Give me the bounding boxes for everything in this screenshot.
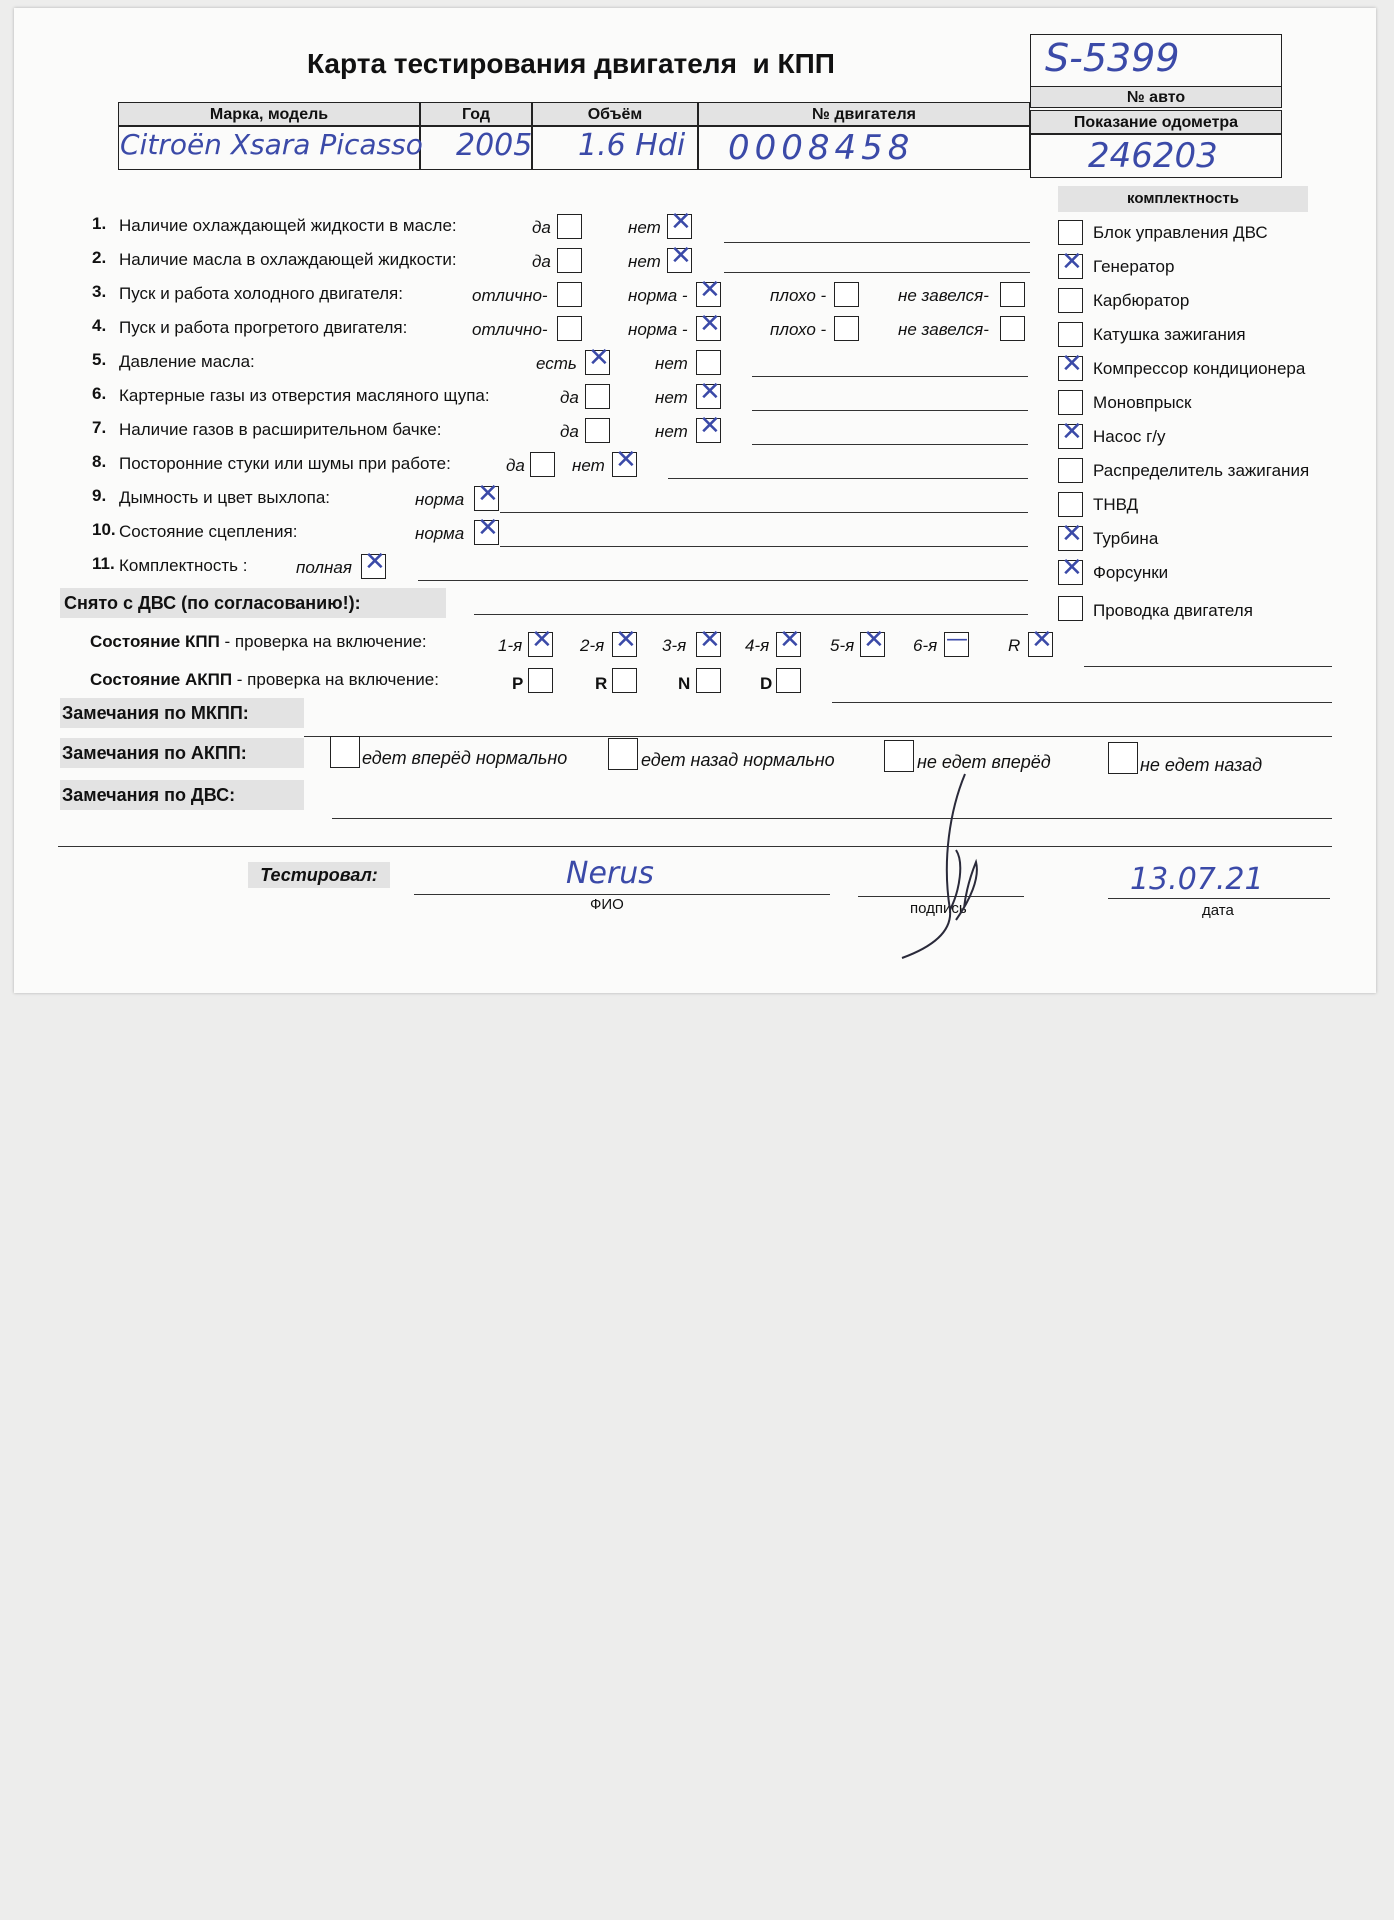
kpp-label-bold: Состояние КПП <box>90 632 220 651</box>
comp-checkbox-5[interactable] <box>1058 349 1083 381</box>
opt-no-label: нет <box>628 218 661 237</box>
page-title: Карта тестирования двигателя и КПП <box>307 48 835 79</box>
check-mark-icon: ✕ <box>1061 417 1083 447</box>
check-text-3: Пуск и работа холодного двигателя: <box>119 284 403 303</box>
opt-no-label: нет <box>572 456 605 475</box>
comp-label-10: Турбина <box>1093 529 1159 548</box>
row5-present-checkbox[interactable] <box>585 343 610 375</box>
row3-excellent-checkbox[interactable] <box>557 282 582 307</box>
year-label: Год <box>420 102 532 126</box>
make-label: Марка, модель <box>118 102 420 126</box>
check-mark-icon: ✕ <box>477 479 499 509</box>
gear-label-4: 4-я <box>745 636 770 655</box>
row7-yes-checkbox[interactable] <box>585 418 610 443</box>
comp-checkbox-12[interactable] <box>1058 596 1083 621</box>
opt-nostart-label: не завелся- <box>898 286 989 305</box>
row2-note-line <box>724 272 1030 273</box>
comp-checkbox-10[interactable] <box>1058 519 1083 551</box>
check-mark-icon: ✕ <box>1061 247 1083 277</box>
date-line <box>1108 898 1330 899</box>
row2-yes-checkbox[interactable] <box>557 248 582 273</box>
check-text-11: Комплектность : <box>119 556 248 575</box>
gear-label-5: 5-я <box>830 636 855 655</box>
gear-label-3: 3-я <box>662 636 687 655</box>
opt-no-label: нет <box>655 354 688 373</box>
check-text-4: Пуск и работа прогретого двигателя: <box>119 318 408 337</box>
gear-label-2: 2-я <box>580 636 605 655</box>
check-mark-icon: ✕ <box>477 513 499 543</box>
check-text-6: Картерные газы из отверстия масляного щупа: <box>119 386 490 405</box>
opt-yes-label: да <box>532 218 551 237</box>
akpp-checkbox-d[interactable] <box>776 668 801 693</box>
kpp-label-rest: - проверка на включение: <box>219 632 427 651</box>
akpp-label-bold: Состояние АКПП <box>90 670 233 689</box>
akpp-mode-n: N <box>678 674 691 693</box>
akpp-no-back-label: не едет назад <box>1140 755 1263 775</box>
remarks-dvs-label: Замечания по ДВС: <box>60 780 304 810</box>
check-mark-icon: ✕ <box>1061 519 1083 549</box>
remarks-mkpp-line <box>304 736 1332 737</box>
check-text-7: Наличие газов в расширительном бачке: <box>119 420 442 439</box>
opt-yes-label: да <box>506 456 525 475</box>
comp-label-7: Насос г/у <box>1093 427 1166 446</box>
odometer-label: Показание одометра <box>1030 110 1282 134</box>
row6-note-line <box>752 410 1028 411</box>
row6-yes-checkbox[interactable] <box>585 384 610 409</box>
row6-no-checkbox[interactable] <box>696 377 721 409</box>
check-mark-icon: ✕ <box>779 625 801 655</box>
check-num-2: 2. <box>92 248 107 267</box>
row4-normal-checkbox[interactable] <box>696 309 721 341</box>
row4-excellent-checkbox[interactable] <box>557 316 582 341</box>
year-value: 2005 <box>456 128 533 163</box>
akpp-note-line <box>832 702 1332 703</box>
akpp-no-forward-label: не едет вперёд <box>917 752 1051 772</box>
gear-checkbox-6[interactable] <box>944 627 969 657</box>
check-num-8: 8. <box>92 452 107 471</box>
akpp-no-forward-checkbox[interactable] <box>884 740 914 772</box>
comp-label-11: Форсунки <box>1093 563 1169 582</box>
check-mark-icon: ✕ <box>699 411 721 441</box>
removed-note-line <box>474 614 1028 615</box>
check-num-1: 1. <box>92 214 107 233</box>
row1-no-checkbox[interactable] <box>667 207 692 239</box>
opt-no-label: нет <box>628 252 661 271</box>
dash-mark-icon: — <box>946 627 968 652</box>
opt-no-label: нет <box>655 422 688 441</box>
row7-no-checkbox[interactable] <box>696 411 721 443</box>
check-mark-icon: ✕ <box>670 207 692 237</box>
comp-checkbox-4[interactable] <box>1058 322 1083 347</box>
comp-label-9: ТНВД <box>1093 495 1139 514</box>
gear-label-r: R <box>1008 636 1021 655</box>
row7-note-line <box>752 444 1028 445</box>
completeness-title: комплектность <box>1058 186 1308 212</box>
opt-excellent-label: отлично- <box>472 286 548 305</box>
check-mark-icon: ✕ <box>699 377 721 407</box>
car-number-label: № авто <box>1030 86 1282 108</box>
gear-checkbox-1[interactable] <box>528 625 553 657</box>
check-mark-icon: ✕ <box>699 625 721 655</box>
check-num-4: 4. <box>92 316 107 335</box>
opt-yes-label: да <box>560 388 579 407</box>
comp-label-3: Карбюратор <box>1093 291 1190 310</box>
engine-number-value: 0008458 <box>728 128 915 168</box>
row11-full-checkbox[interactable] <box>361 547 386 579</box>
opt-nostart-label: не завелся- <box>898 320 989 339</box>
row3-nostart-checkbox[interactable] <box>1000 282 1025 307</box>
row5-note-line <box>752 376 1028 377</box>
check-mark-icon: ✕ <box>1061 553 1083 583</box>
comp-checkbox-9[interactable] <box>1058 492 1083 517</box>
tester-name: Nerus <box>566 856 654 891</box>
date-label: дата <box>1202 902 1234 919</box>
row10-note-line <box>500 546 1028 547</box>
comp-label-1: Блок управления ДВС <box>1093 223 1268 242</box>
row11-note-line <box>418 580 1028 581</box>
fio-label: ФИО <box>590 896 624 913</box>
check-text-2: Наличие масла в охлаждающей жидкости: <box>119 250 457 269</box>
akpp-no-back-checkbox[interactable] <box>1108 742 1138 774</box>
car-number-value: S-5399 <box>1045 36 1180 80</box>
kpp-note-line <box>1084 666 1332 667</box>
comp-checkbox-3[interactable] <box>1058 288 1083 313</box>
row9-note-line <box>500 512 1028 513</box>
check-num-3: 3. <box>92 282 107 301</box>
row1-note-line <box>724 242 1030 243</box>
row3-bad-checkbox[interactable] <box>834 282 859 307</box>
akpp-mode-d: D <box>760 674 773 693</box>
signature-label: подпись <box>910 900 967 917</box>
check-num-11: 11. <box>92 554 115 573</box>
check-num-7: 7. <box>92 418 107 437</box>
volume-value: 1.6 Hdi <box>578 128 686 163</box>
row2-no-checkbox[interactable] <box>667 241 692 273</box>
gear-label-1: 1-я <box>498 636 523 655</box>
volume-label: Объём <box>532 102 698 126</box>
comp-label-12: Проводка двигателя <box>1093 601 1253 620</box>
row10-norm-checkbox[interactable] <box>474 513 499 545</box>
akpp-forward-ok-label: едет вперёд нормально <box>362 748 568 768</box>
check-text-5: Давление масла: <box>119 352 255 371</box>
make-value: Citroën Xsara Picasso <box>120 128 423 161</box>
date-value: 13.07.21 <box>1130 862 1264 897</box>
check-mark-icon: ✕ <box>1031 625 1053 655</box>
tester-name-line <box>414 894 830 895</box>
remarks-dvs-line-1 <box>332 818 1332 819</box>
akpp-checkbox-p[interactable] <box>528 668 553 693</box>
comp-checkbox-11[interactable] <box>1058 553 1083 585</box>
check-text-9: Дымность и цвет выхлопа: <box>119 488 331 507</box>
comp-label-2: Генератор <box>1093 257 1175 276</box>
gear-checkbox-3[interactable] <box>696 625 721 657</box>
remarks-akpp-label: Замечания по АКПП: <box>60 738 304 768</box>
check-num-9: 9. <box>92 486 107 505</box>
opt-present-label: есть <box>536 354 577 373</box>
opt-excellent-label: отлично- <box>472 320 548 339</box>
opt-bad-label: плохо - <box>770 320 827 339</box>
engine-number-label: № двигателя <box>698 102 1030 126</box>
akpp-back-ok-checkbox[interactable] <box>608 738 638 770</box>
opt-normal-label: норма - <box>628 286 688 305</box>
gear-label-6: 6-я <box>913 636 938 655</box>
row4-nostart-checkbox[interactable] <box>1000 316 1025 341</box>
check-mark-icon: ✕ <box>1061 349 1083 379</box>
row8-note-line <box>668 478 1028 479</box>
comp-checkbox-1[interactable] <box>1058 220 1083 245</box>
kpp-label <box>90 632 427 652</box>
akpp-forward-ok-checkbox[interactable] <box>330 736 360 768</box>
comp-checkbox-7[interactable] <box>1058 417 1083 449</box>
opt-normal-label: норма - <box>628 320 688 339</box>
row9-norm-checkbox[interactable] <box>474 479 499 511</box>
gear-checkbox-4[interactable] <box>776 625 801 657</box>
check-mark-icon: ✕ <box>699 275 721 305</box>
row8-yes-checkbox[interactable] <box>530 452 555 477</box>
akpp-checkbox-n[interactable] <box>696 668 721 693</box>
check-mark-icon: ✕ <box>588 343 610 373</box>
gear-checkbox-2[interactable] <box>612 625 637 657</box>
comp-label-8: Распределитель зажигания <box>1093 461 1310 480</box>
opt-norm-label: норма <box>415 490 465 509</box>
row1-yes-checkbox[interactable] <box>557 214 582 239</box>
opt-no-label: нет <box>655 388 688 407</box>
check-text-1: Наличие охлаждающей жидкости в масле: <box>119 216 457 235</box>
row4-bad-checkbox[interactable] <box>834 316 859 341</box>
gear-checkbox-5[interactable] <box>860 625 885 657</box>
check-mark-icon: ✕ <box>615 625 637 655</box>
check-mark-icon: ✕ <box>670 241 692 271</box>
odometer-value: 246203 <box>1088 136 1218 176</box>
check-mark-icon: ✕ <box>531 625 553 655</box>
comp-label-4: Катушка зажигания <box>1093 325 1246 344</box>
opt-yes-label: да <box>560 422 579 441</box>
comp-checkbox-8[interactable] <box>1058 458 1083 483</box>
check-num-10: 10. <box>92 520 116 539</box>
comp-checkbox-2[interactable] <box>1058 247 1083 279</box>
opt-bad-label: плохо - <box>770 286 827 305</box>
akpp-label <box>90 670 439 690</box>
check-text-10: Состояние сцепления: <box>119 522 298 541</box>
row5-no-checkbox[interactable] <box>696 350 721 375</box>
comp-label-5: Компрессор кондиционера <box>1093 359 1306 378</box>
row3-normal-checkbox[interactable] <box>696 275 721 307</box>
opt-norm-label: норма <box>415 524 465 543</box>
removed-label: Снято с ДВС (по согласованию!): <box>60 588 446 618</box>
opt-full-label: полная <box>296 558 352 577</box>
check-num-5: 5. <box>92 350 107 369</box>
tested-by-label: Тестировал: <box>248 862 390 888</box>
opt-yes-label: да <box>532 252 551 271</box>
akpp-mode-r: R <box>595 674 608 693</box>
row8-no-checkbox[interactable] <box>612 445 637 477</box>
check-num-6: 6. <box>92 384 107 403</box>
akpp-mode-p: P <box>512 674 524 693</box>
signature-image <box>880 770 1000 970</box>
check-mark-icon: ✕ <box>699 309 721 339</box>
akpp-label-rest: - проверка на включение: <box>232 670 439 689</box>
check-text-8: Посторонние стуки или шумы при работе: <box>119 454 451 473</box>
check-mark-icon: ✕ <box>364 547 386 577</box>
akpp-checkbox-r[interactable] <box>612 668 637 693</box>
remarks-dvs-line-2 <box>58 846 1332 847</box>
check-mark-icon: ✕ <box>615 445 637 475</box>
comp-checkbox-6[interactable] <box>1058 390 1083 415</box>
gear-checkbox-r[interactable] <box>1028 625 1053 657</box>
akpp-back-ok-label: едет назад нормально <box>641 750 835 770</box>
remarks-mkpp-label: Замечания по МКПП: <box>60 698 304 728</box>
comp-label-6: Моновпрыск <box>1093 393 1192 412</box>
check-mark-icon: ✕ <box>863 625 885 655</box>
